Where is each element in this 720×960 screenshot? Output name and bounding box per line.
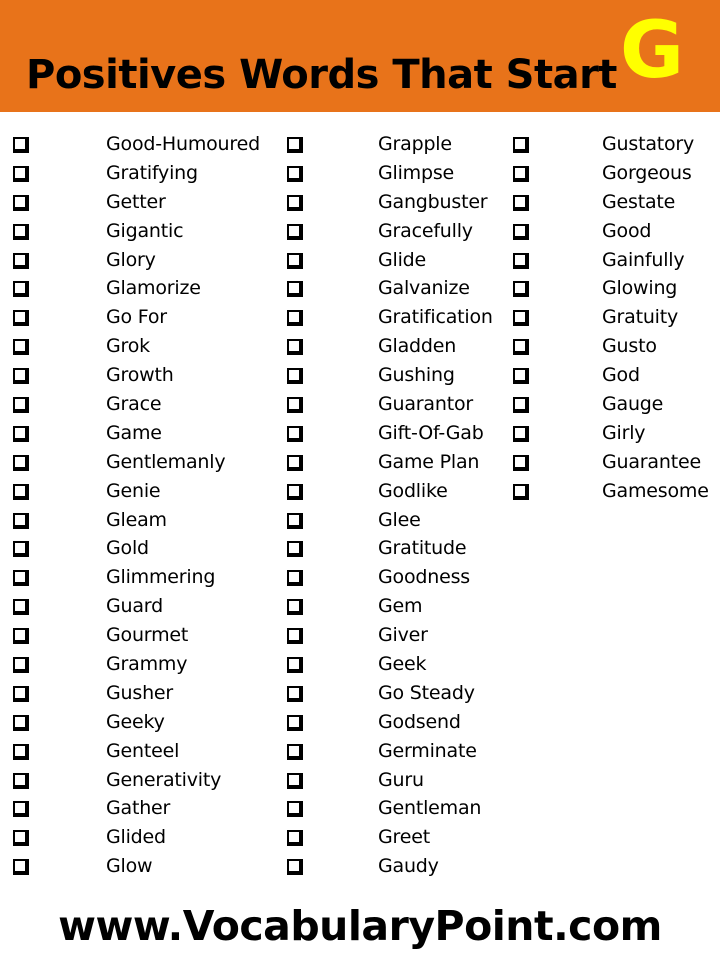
word-label: Guru: [378, 768, 424, 791]
list-item: [510, 332, 720, 361]
list-item: [284, 159, 506, 188]
word-label: Glided: [106, 826, 166, 849]
checkbox-icon[interactable]: [13, 570, 29, 586]
word-label: Gauge: [602, 393, 664, 416]
checkbox-icon[interactable]: [13, 773, 29, 789]
checkbox-icon[interactable]: [287, 484, 303, 500]
list-item: [284, 448, 506, 477]
word-label: Gold: [106, 537, 149, 560]
word-label: Grapple: [378, 133, 452, 155]
list-item: [510, 217, 720, 246]
word-label: Gourmet: [106, 624, 189, 647]
word-label: Gusto: [602, 335, 657, 358]
list-item: [284, 246, 506, 275]
word-label: Glow: [106, 855, 153, 878]
checkbox-icon[interactable]: [287, 657, 303, 673]
page-title: Positives Words That Start: [26, 52, 617, 98]
list-item: [284, 361, 506, 390]
word-label: Girly: [602, 421, 646, 444]
word-label: Geeky: [106, 710, 165, 733]
checkbox-icon[interactable]: [287, 599, 303, 615]
list-item: [10, 390, 282, 419]
word-label: Gainfully: [602, 248, 685, 271]
word-label: Gushing: [378, 364, 455, 387]
checkbox-icon[interactable]: [513, 137, 529, 153]
word-label: Glimmering: [106, 566, 216, 589]
list-item: [10, 506, 282, 535]
checkbox-icon[interactable]: [13, 368, 29, 384]
checkbox-icon[interactable]: [13, 455, 29, 471]
list-item: [10, 361, 282, 390]
list-item: [284, 794, 506, 823]
checkbox-icon[interactable]: [287, 801, 303, 817]
word-label: Glide: [378, 248, 427, 271]
word-label: Guard: [106, 595, 163, 618]
list-item: [510, 188, 720, 217]
list-item: [510, 361, 720, 390]
checkbox-icon[interactable]: [13, 686, 29, 702]
list-item: [10, 679, 282, 708]
word-label: Grammy: [106, 653, 188, 676]
list-item: [284, 303, 506, 332]
list-item: [510, 159, 720, 188]
checkbox-icon[interactable]: [13, 166, 29, 182]
checkbox-icon[interactable]: [13, 281, 29, 297]
word-label: Gem: [378, 595, 423, 618]
checkbox-icon[interactable]: [287, 195, 303, 211]
checkbox-icon[interactable]: [13, 599, 29, 615]
checkbox-icon[interactable]: [13, 541, 29, 557]
list-item: [284, 621, 506, 650]
list-item: [284, 679, 506, 708]
checkbox-icon[interactable]: [287, 224, 303, 240]
word-label: Grace: [106, 393, 162, 416]
word-label: Game Plan: [378, 450, 480, 473]
word-label: Gracefully: [378, 219, 473, 242]
checkbox-icon[interactable]: [13, 513, 29, 529]
list-item: [10, 766, 282, 795]
checkbox-icon[interactable]: [287, 715, 303, 731]
list-item: [10, 592, 282, 621]
checkbox-icon[interactable]: [13, 801, 29, 817]
list-item: [10, 650, 282, 679]
word-label: Galvanize: [378, 277, 470, 300]
list-item: [10, 188, 282, 217]
word-label: Gamesome: [602, 479, 709, 502]
word-label: Grok: [106, 335, 150, 358]
checkbox-icon[interactable]: [287, 253, 303, 269]
checkbox-icon[interactable]: [287, 166, 303, 182]
word-label: Game: [106, 421, 162, 444]
checkbox-icon[interactable]: [13, 715, 29, 731]
word-label: Glee: [378, 508, 421, 531]
list-item: [10, 823, 282, 852]
word-label: Gratifying: [106, 161, 198, 184]
word-label: Gleam: [106, 508, 167, 531]
word-label: Gorgeous: [602, 161, 692, 184]
checkbox-icon[interactable]: [13, 628, 29, 644]
list-item: [10, 708, 282, 737]
list-item: [510, 419, 720, 448]
checkbox-icon[interactable]: [287, 744, 303, 760]
word-label: Guarantee: [602, 450, 701, 473]
word-label: Growth: [106, 364, 174, 387]
list-item: [284, 274, 506, 303]
checkbox-icon[interactable]: [513, 281, 529, 297]
list-item: [10, 534, 282, 563]
word-label: Gather: [106, 797, 171, 820]
list-item: [284, 477, 506, 506]
word-label: Gusher: [106, 681, 174, 704]
checkbox-icon[interactable]: [287, 426, 303, 442]
header-letter: G: [620, 6, 685, 96]
word-label: Gratitude: [378, 537, 467, 560]
checkbox-icon[interactable]: [13, 195, 29, 211]
list-item: [10, 274, 282, 303]
word-label: Glamorize: [106, 277, 201, 300]
word-label: Good: [602, 219, 652, 242]
word-label: Gaudy: [378, 855, 439, 878]
list-item: [284, 823, 506, 852]
checkbox-icon[interactable]: [513, 368, 529, 384]
list-item: [10, 332, 282, 361]
word-column-2: [284, 130, 506, 881]
list-item: [284, 737, 506, 766]
list-item: [10, 419, 282, 448]
list-item: [284, 506, 506, 535]
checkbox-icon[interactable]: [13, 657, 29, 673]
checkbox-icon[interactable]: [287, 368, 303, 384]
list-item: [10, 477, 282, 506]
checkbox-icon[interactable]: [287, 541, 303, 557]
checkbox-icon[interactable]: [287, 830, 303, 846]
word-label: God: [602, 364, 640, 387]
word-label: Germinate: [378, 739, 477, 762]
word-label: Gentleman: [378, 797, 482, 820]
checkbox-icon[interactable]: [13, 224, 29, 240]
list-item: [284, 332, 506, 361]
word-label: Geek: [378, 653, 427, 676]
checkbox-icon[interactable]: [13, 137, 29, 153]
word-label: Gladden: [378, 335, 457, 358]
list-item: [284, 419, 506, 448]
list-item: [510, 303, 720, 332]
word-column-1: [10, 130, 282, 881]
word-label: Go Steady: [378, 681, 475, 704]
checkbox-icon[interactable]: [13, 830, 29, 846]
list-item: [510, 477, 720, 506]
list-item: [10, 794, 282, 823]
list-item: [284, 188, 506, 217]
checkbox-icon[interactable]: [13, 397, 29, 413]
checkbox-icon[interactable]: [513, 455, 529, 471]
checkbox-icon[interactable]: [13, 744, 29, 760]
list-item: [284, 130, 506, 159]
checkbox-icon[interactable]: [287, 628, 303, 644]
list-item: [10, 563, 282, 592]
list-item: [10, 852, 282, 881]
word-label: Getter: [106, 190, 166, 213]
checkbox-icon[interactable]: [287, 773, 303, 789]
list-item: [10, 737, 282, 766]
list-item: [10, 246, 282, 275]
list-item: [10, 448, 282, 477]
checkbox-icon[interactable]: [287, 281, 303, 297]
list-item: [10, 621, 282, 650]
checkbox-icon[interactable]: [513, 397, 529, 413]
list-item: [284, 390, 506, 419]
checkbox-icon[interactable]: [513, 166, 529, 182]
word-label: Gangbuster: [378, 190, 488, 213]
word-label: Goodness: [378, 566, 470, 589]
checkbox-icon[interactable]: [287, 859, 303, 875]
checkbox-icon[interactable]: [287, 310, 303, 326]
checkbox-icon[interactable]: [287, 570, 303, 586]
word-label: Glowing: [602, 277, 678, 300]
word-label: Gratuity: [602, 306, 679, 329]
list-item: [10, 217, 282, 246]
checkbox-icon[interactable]: [287, 686, 303, 702]
word-label: Glory: [106, 248, 156, 271]
list-item: [510, 130, 720, 159]
list-item: [284, 563, 506, 592]
checkbox-icon[interactable]: [287, 137, 303, 153]
header-banner: [0, 0, 720, 112]
word-label: Glimpse: [378, 161, 455, 184]
word-label: Good-Humoured: [106, 133, 260, 155]
checkbox-icon[interactable]: [513, 310, 529, 326]
word-label: Giver: [378, 624, 428, 647]
checkbox-icon[interactable]: [13, 339, 29, 355]
checkbox-icon[interactable]: [513, 195, 529, 211]
list-item: [284, 708, 506, 737]
word-label: Gentlemanly: [106, 450, 226, 473]
checkbox-icon[interactable]: [287, 455, 303, 471]
checkbox-icon[interactable]: [13, 859, 29, 875]
list-item: [510, 274, 720, 303]
list-item: [284, 592, 506, 621]
checkbox-icon[interactable]: [513, 426, 529, 442]
checkbox-icon[interactable]: [513, 339, 529, 355]
list-item: [510, 390, 720, 419]
list-item: [10, 159, 282, 188]
word-label: Genie: [106, 479, 161, 502]
list-item: [10, 130, 282, 159]
list-item: [284, 852, 506, 881]
checkbox-icon[interactable]: [13, 310, 29, 326]
word-label: Godsend: [378, 710, 461, 733]
word-label: Genteel: [106, 739, 180, 762]
word-label: Greet: [378, 826, 430, 849]
word-label: Gestate: [602, 190, 676, 213]
list-item: [284, 650, 506, 679]
checkbox-icon[interactable]: [513, 484, 529, 500]
checkbox-icon[interactable]: [513, 253, 529, 269]
word-label: Go For: [106, 306, 167, 329]
word-label: Guarantor: [378, 393, 473, 416]
checkbox-icon[interactable]: [287, 339, 303, 355]
word-label: Generativity: [106, 768, 222, 791]
word-label: Gift-Of-Gab: [378, 421, 484, 444]
word-label: Gustatory: [602, 133, 695, 155]
list-item: [510, 246, 720, 275]
word-label: Godlike: [378, 479, 448, 502]
checkbox-icon[interactable]: [13, 253, 29, 269]
word-column-3: [510, 130, 720, 506]
website-footer: www.VocabularyPoint.com: [58, 902, 662, 950]
checkbox-icon[interactable]: [287, 397, 303, 413]
checkbox-icon[interactable]: [513, 224, 529, 240]
word-label: Gigantic: [106, 219, 184, 242]
list-item: [510, 448, 720, 477]
list-item: [284, 766, 506, 795]
checkbox-icon[interactable]: [13, 426, 29, 442]
list-item: [284, 217, 506, 246]
checkbox-icon[interactable]: [13, 484, 29, 500]
checkbox-icon[interactable]: [287, 513, 303, 529]
word-label: Gratification: [378, 306, 493, 329]
list-item: [284, 534, 506, 563]
list-item: [10, 303, 282, 332]
